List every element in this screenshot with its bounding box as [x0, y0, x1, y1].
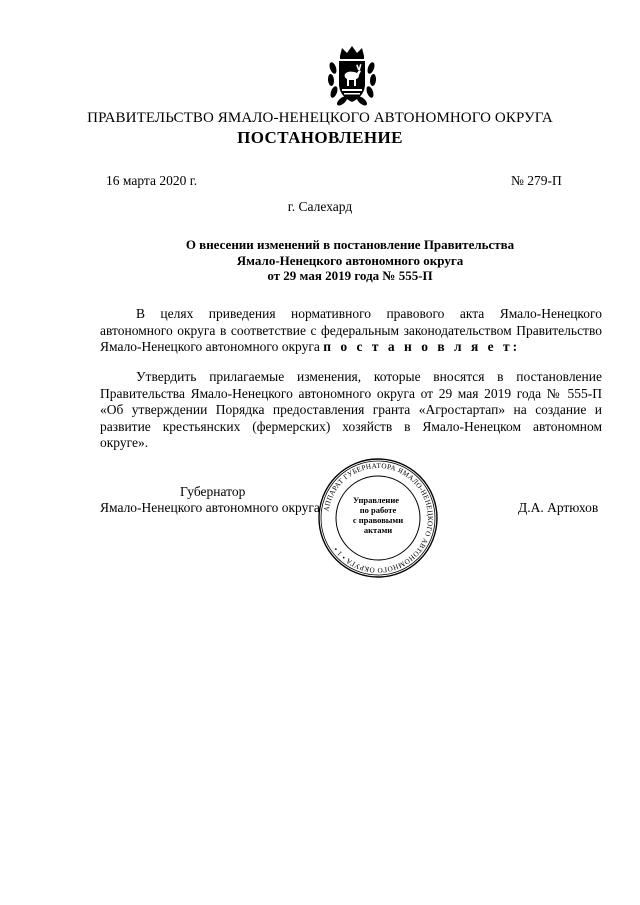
- body-paragraph-2: [100, 369, 602, 452]
- document-heading: [100, 237, 600, 284]
- document-type: ПОСТАНОВЛЕНИЕ: [237, 128, 403, 147]
- heading-line-3: от 29 мая 2019 года № 555-П: [267, 268, 433, 283]
- signatory-name: Д.А. Артюхов: [518, 500, 599, 515]
- document-number: № 279-П: [511, 173, 562, 188]
- body-paragraph-1: [100, 306, 602, 356]
- paragraph-2-text: Утвердить прилагаемые изменения, которые вносятся в постановление Правительства Ямало-Ненецкого автономного округа от 29 мая 2019 года № 555-П «Об утверждении Порядка предоставления гранта «Агростартап» на создание и развитие крестьянских (фермерских) хозяйств в Ямало-Ненецком автономном округе».: [100, 369, 602, 450]
- government-title: ПРАВИТЕЛЬСТВО ЯМАЛО-НЕНЕЦКОГО АВТОНОМНОГО ОКРУГА: [87, 110, 553, 126]
- svg-text:АППАРАТ ГУБЕРНАТОРА ЯМАЛО-НЕНЕ: АППАРАТ ГУБЕРНАТОРА ЯМАЛО-НЕНЕЦКОГО АВТОНОМНОГО ОКРУГА • 1 •: [322, 461, 435, 575]
- signatory-organization: Ямало-Ненецкого автономного округа: [100, 500, 320, 515]
- resolves-keyword: п о с т а н о в л я е т:: [323, 339, 521, 354]
- svg-text:Управление: Управление: [352, 495, 400, 505]
- signatory-title: Губернатор: [180, 484, 246, 499]
- document-city: г. Салехард: [287, 199, 353, 214]
- svg-text:актами: актами: [363, 525, 393, 535]
- svg-text:с правовыми: с правовыми: [352, 515, 404, 525]
- official-stamp: [317, 457, 439, 579]
- coat-of-arms-icon: [326, 44, 378, 108]
- heading-line-1: О внесении изменений в постановление Правительства: [185, 237, 515, 252]
- heading-line-2: Ямало-Ненецкого автономного округа: [236, 252, 464, 268]
- svg-text:по работе: по работе: [359, 505, 397, 515]
- document-date: 16 марта 2020 г.: [106, 173, 198, 188]
- paragraph-1-text: В целях приведения нормативного правового акта Ямало-Ненецкого автономного округа в соответствие с федеральным законодательством Правительство Ямало-Ненецкого автономного округа: [100, 306, 602, 354]
